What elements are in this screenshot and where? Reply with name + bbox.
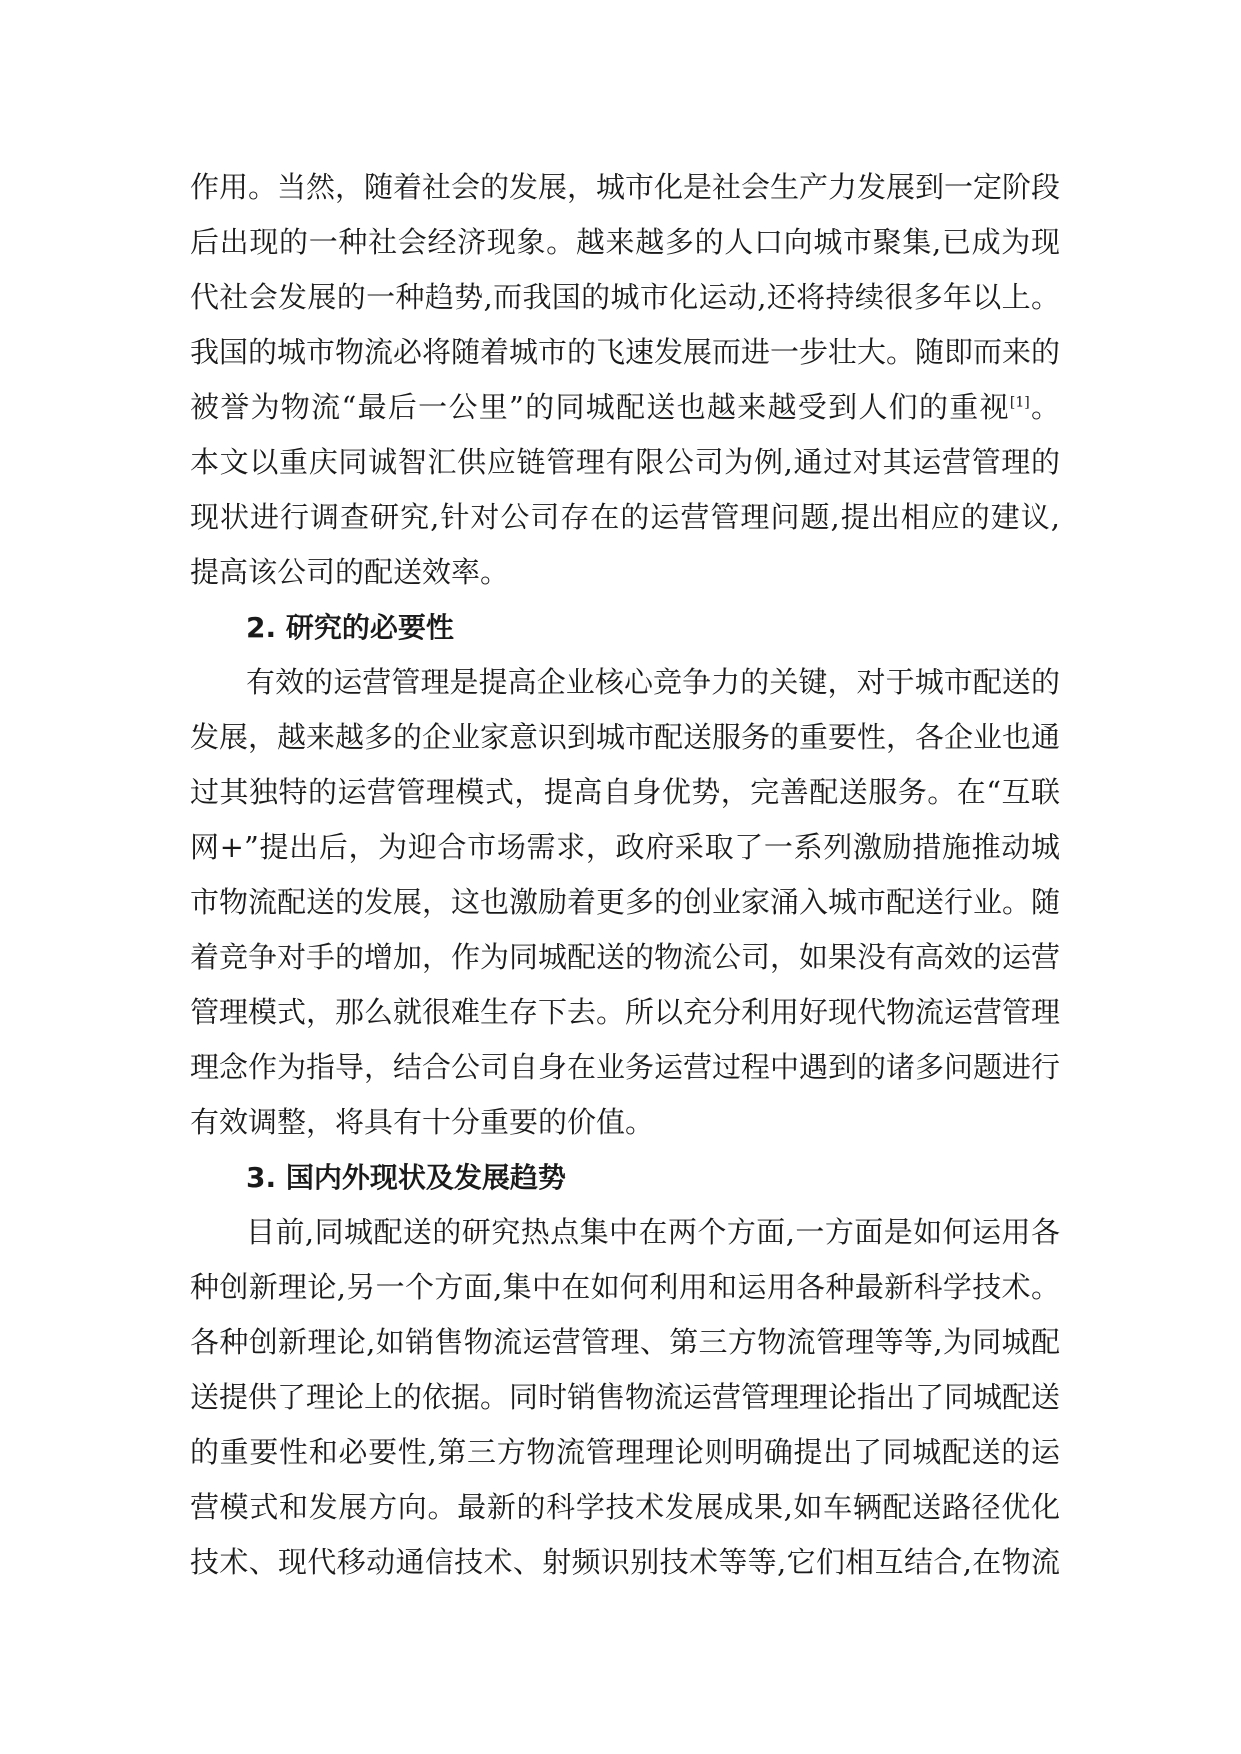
section-heading-status-trends: 3. 国内外现状及发展趋势 <box>246 1161 566 1194</box>
text-line: 发展，越来越多的企业家意识到城市配送服务的重要性，各企业也通 <box>190 720 1061 754</box>
text-line: 我国的城市物流必将随着城市的飞速发展而进一步壮大。随即而来的 <box>190 335 1061 369</box>
document-page <box>190 160 1060 1590</box>
text-line: 现状进行调查研究,针对公司存在的运营管理问题,提出相应的建议, <box>190 500 1060 534</box>
text-line: 着竞争对手的增加，作为同城配送的物流公司，如果没有高效的运营 <box>190 940 1061 974</box>
text-line: 有效的运营管理是提高企业核心竞争力的关键，对于城市配送的 <box>246 665 1060 699</box>
text-line: 各种创新理论,如销售物流运营管理、第三方物流管理等等,为同城配 <box>190 1325 1060 1359</box>
text-line: 目前,同城配送的研究热点集中在两个方面,一方面是如何运用各 <box>246 1215 1060 1249</box>
text-line: 理念作为指导，结合公司自身在业务运营过程中遇到的诸多问题进行 <box>190 1050 1061 1084</box>
text-line: 代社会发展的一种趋势,而我国的城市化运动,还将持续很多年以上。 <box>190 280 1060 314</box>
paragraph-status-trends <box>190 1205 1060 1590</box>
text-line: 管理模式，那么就很难生存下去。所以充分利用好现代物流运营管理 <box>190 995 1061 1029</box>
text-line: 提高该公司的配送效率。 <box>190 555 510 589</box>
text-line <box>190 380 1060 435</box>
text-line: 送提供了理论上的依据。同时销售物流运营管理理论指出了同城配送 <box>190 1380 1061 1414</box>
text-line: 种创新理论,另一个方面,集中在如何利用和运用各种最新科学技术。 <box>190 1270 1060 1304</box>
text-line-content: 被誉为物流“最后一公里”的同城配送也越来越受到人们的重视 <box>190 390 1010 424</box>
paragraph-urbanization <box>190 160 1060 600</box>
text-line: 有效调整，将具有十分重要的价值。 <box>190 1105 655 1139</box>
text-line: 技术、现代移动通信技术、射频识别技术等等,它们相互结合,在物流 <box>190 1545 1060 1579</box>
text-line: 的重要性和必要性,第三方物流管理理论则明确提出了同城配送的运 <box>190 1435 1060 1469</box>
text-line: 作用。当然，随着社会的发展，城市化是社会生产力发展到一定阶段 <box>190 170 1061 204</box>
citation-marker: [1] <box>1009 394 1030 411</box>
text-line-punct: 。 <box>1029 390 1060 424</box>
text-line: 后出现的一种社会经济现象。越来越多的人口向城市聚集,已成为现 <box>190 225 1060 259</box>
paragraph-necessity <box>190 655 1060 1150</box>
text-line: 市物流配送的发展，这也激励着更多的创业家涌入城市配送行业。随 <box>190 885 1061 919</box>
text-line: 过其独特的运营管理模式，提高自身优势，完善配送服务。在“互联 <box>190 775 1060 809</box>
text-line: 营模式和发展方向。最新的科学技术发展成果,如车辆配送路径优化 <box>190 1490 1060 1524</box>
text-line: 网+”提出后，为迎合市场需求，政府采取了一系列激励措施推动城 <box>190 830 1060 864</box>
section-heading-necessity: 2. 研究的必要性 <box>246 611 454 644</box>
text-line: 本文以重庆同诚智汇供应链管理有限公司为例,通过对其运营管理的 <box>190 445 1060 479</box>
